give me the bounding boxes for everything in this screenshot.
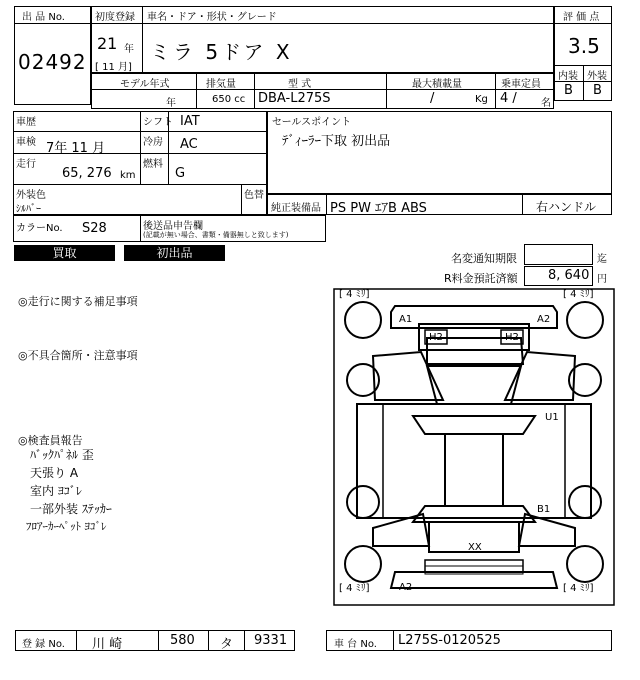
mark-u1: U1 [545, 412, 559, 423]
exterior-label: 外装 [587, 71, 607, 82]
mark-a2-front: A2 [537, 314, 551, 325]
tire-depth-tr: [ 4 ﾐﾘ] [563, 289, 594, 300]
mileage-label: 走行 [16, 159, 36, 170]
buy-badge: 買取 [14, 245, 115, 261]
chassis-number: L275S-0120525 [398, 633, 501, 648]
capacity-unit: 名 [541, 98, 551, 109]
first-reg-year-unit: 年 [124, 44, 134, 55]
mileage-value: 65, 276 [62, 166, 112, 181]
score-label: 評 価 点 [563, 12, 600, 23]
color-no-label: カラーNo. [16, 223, 63, 234]
genuine-equip-label: 純正装備品 [271, 203, 321, 214]
tire-depth-br: [ 4 ﾐﾘ] [563, 583, 594, 594]
post-equip-label: 後送品申告欄 [143, 221, 203, 232]
inspector-line: ﾌﾛｱｰｶｰﾍﾟｯﾄ ﾖｺﾞﾚ [26, 520, 107, 533]
displacement-label: 排気量 [206, 79, 236, 90]
max-load-unit: Kg [475, 94, 488, 105]
exterior-grade: B [593, 83, 602, 98]
registration-label: 登 録 No. [22, 639, 65, 650]
mark-xx: XX [468, 542, 482, 553]
model-year-label: モデル年式 [120, 79, 170, 90]
model-code: DBA-L275S [258, 91, 331, 106]
car-name: ミラ 5ドア X [150, 40, 293, 64]
inspection-label: 車検 [16, 137, 36, 148]
driving-notes-label: ◎走行に関する補足事項 [18, 295, 138, 308]
damage-diagram [333, 288, 615, 608]
first-reg-label: 初度登録 [95, 12, 135, 23]
post-equip-note: (記載が無い場合、書類・備器無しと致します) [143, 231, 289, 239]
recycle-label: R料金預託済額 [444, 272, 518, 285]
recycle-unit: 円 [597, 274, 607, 285]
color-value: ｼﾙﾊﾞｰ [16, 204, 41, 215]
shift-value: IAT [180, 114, 200, 129]
mark-a2-rear: A2 [399, 582, 413, 593]
tire-depth-tl: [ 4 ﾐﾘ] [339, 289, 370, 300]
mark-a1: A1 [399, 314, 413, 325]
model-year-unit: 年 [166, 98, 176, 109]
inspector-line: 一部外装 ｽﾃｯｶｰ [30, 502, 112, 516]
genuine-equip-value: PS PW ｴｱB ABS [330, 201, 427, 216]
registration-city: 川 崎 [92, 637, 123, 652]
tire-depth-bl: [ 4 ﾐﾘ] [339, 583, 370, 594]
color-no-value: S28 [82, 221, 107, 236]
name-change-field [524, 244, 593, 265]
first-listing-badge: 初出品 [124, 245, 225, 261]
inspector-report-label: ◎検査員報告 [18, 434, 83, 447]
interior-grade: B [564, 83, 573, 98]
displacement: 650 cc [212, 94, 246, 105]
mark-b1: B1 [537, 504, 551, 515]
chassis-label: 車 台 No. [334, 639, 377, 650]
shift-label: シフト [143, 117, 173, 128]
max-load: / [430, 91, 435, 106]
capacity: 4 / [500, 91, 517, 106]
interior-label: 内装 [558, 71, 578, 82]
score-value: 3.5 [568, 34, 600, 58]
name-change-unit: 迄 [597, 254, 607, 265]
lot-number-label: 出 品 No. [22, 12, 65, 23]
recycle-amount: 8, 640 [548, 268, 590, 283]
history-label: 車歴 [16, 117, 36, 128]
ac-label: 冷房 [143, 137, 163, 148]
inspector-line: ﾊﾞｯｸﾊﾟﾈﾙ 歪 [30, 448, 94, 462]
registration-number: 9331 [254, 633, 288, 648]
max-load-label: 最大積載量 [412, 79, 462, 90]
ac-value: AC [180, 137, 198, 152]
mark-h2-right: H2 [505, 332, 519, 343]
mark-h2-left: H2 [429, 332, 443, 343]
model-label: 型 式 [288, 79, 312, 90]
registration-class: 580 [170, 633, 195, 648]
handle-value: 右ハンドル [536, 200, 597, 214]
first-reg-month: [ 11 月] [95, 62, 132, 73]
fuel-value: G [175, 166, 186, 181]
sales-point-value: ﾃﾞｨｰﾗｰ下取 初出品 [282, 134, 391, 149]
fuel-label: 燃料 [143, 159, 163, 170]
name-change-label: 名変通知期限 [451, 252, 517, 265]
first-reg-year: 21 [97, 34, 118, 53]
lot-number: 02492 [18, 50, 87, 74]
inspector-line: 室内 ﾖｺﾞﾚ [30, 484, 82, 498]
sales-point-label: セールスポイント [272, 117, 352, 128]
car-name-label: 車名・ドア・形状・グレード [147, 12, 277, 23]
capacity-label: 乗車定員 [501, 79, 541, 90]
registration-kana: タ [220, 637, 234, 652]
defects-label: ◎不具合箇所・注意事項 [18, 349, 138, 362]
color-change-label: 色替 [244, 190, 264, 201]
mileage-unit: km [120, 170, 136, 181]
inspection-value: 7年 11 月 [46, 141, 106, 156]
inspector-line: 天張り A [30, 466, 79, 480]
color-label: 外装色 [16, 190, 46, 201]
